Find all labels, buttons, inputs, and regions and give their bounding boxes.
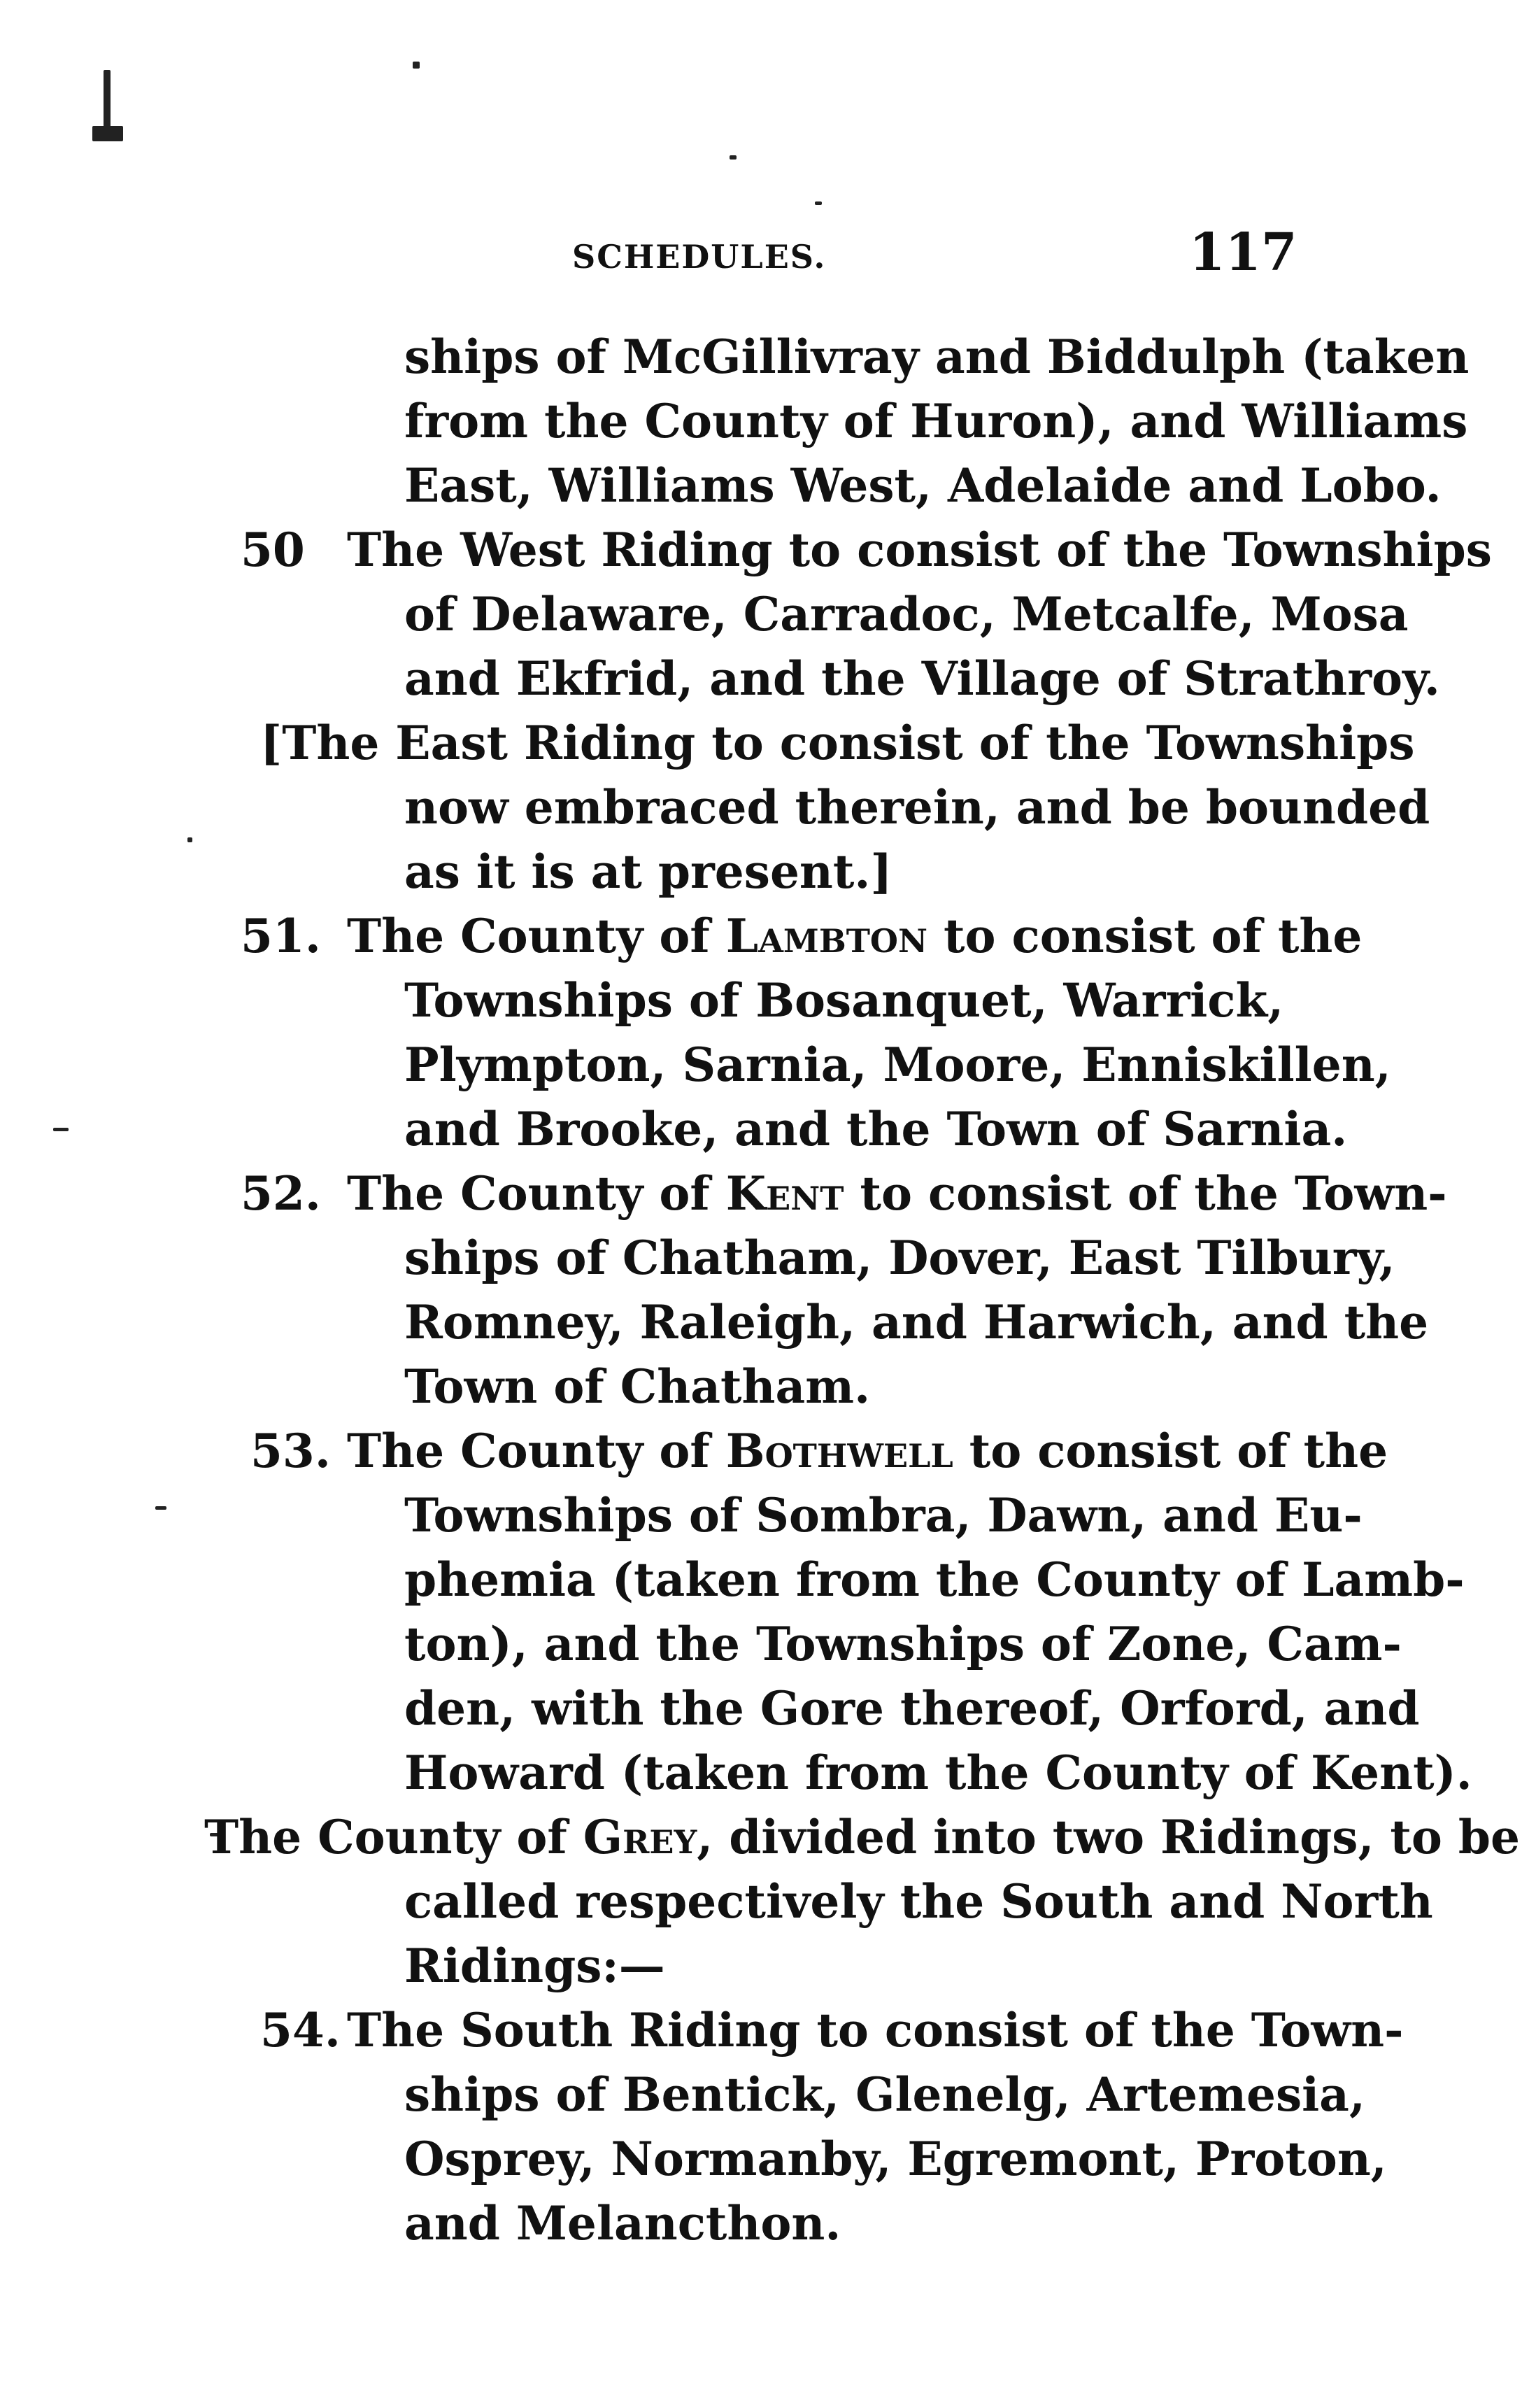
item-number: 52.: [241, 1166, 321, 1221]
text-line: [The East Riding to consist of the Townships: [260, 716, 1415, 770]
text-line: The County of Kent to consist of the Town-: [347, 1166, 1447, 1221]
item-number: 50: [241, 523, 305, 577]
running-title: SCHEDULES.: [572, 238, 827, 276]
text-line: The West Riding to consist of the Townships: [347, 523, 1492, 577]
text-line: Romney, Raleigh, and Harwich, and the: [404, 1295, 1429, 1350]
county-name: Bothwell: [725, 1424, 953, 1478]
text-line: The South Riding to consist of the Town-: [347, 2003, 1404, 2058]
text-line: ships of Bentick, Glenelg, Artemesia,: [404, 2067, 1365, 2122]
text-line: den, with the Gore thereof, Orford, and: [404, 1681, 1420, 1736]
county-name: Kent: [725, 1166, 844, 1221]
text-line: Town of Chatham.: [404, 1359, 871, 1414]
text-line: as it is at present.]: [404, 844, 892, 899]
text-line: Ridings:—: [404, 1939, 665, 1993]
text-line: East, Williams West, Adelaide and Lobo.: [404, 458, 1442, 513]
text-line: called respectively the South and North: [404, 1874, 1433, 1929]
text-line: and Melancthon.: [404, 2196, 841, 2251]
item-number: 53.: [250, 1424, 331, 1478]
item-number: 54.: [260, 2003, 341, 2058]
text-line: ships of McGillivray and Biddulph (taken: [404, 330, 1470, 384]
text-line: now embraced therein, and be bounded: [404, 780, 1430, 835]
text-line: The County of Lambton to consist of the: [347, 909, 1363, 963]
text-line: Howard (taken from the County of Kent).: [404, 1745, 1472, 1800]
text-line: ships of Chatham, Dover, East Tilbury,: [404, 1231, 1395, 1285]
text-line: Plympton, Sarnia, Moore, Enniskillen,: [404, 1037, 1391, 1092]
text-line: from the County of Huron), and Williams: [404, 394, 1468, 448]
text-line: and Brooke, and the Town of Sarnia.: [404, 1102, 1348, 1156]
page-number: 117: [1189, 222, 1297, 283]
text-line: phemia (taken from the County of Lamb-: [404, 1552, 1465, 1607]
text-line: The County of Grey, divided into two Ridings, to be: [204, 1810, 1521, 1864]
text-line: ton), and the Townships of Zone, Cam-: [404, 1617, 1402, 1671]
text-line: Townships of Bosanquet, Warrick,: [404, 973, 1284, 1028]
text-line: Townships of Sombra, Dawn, and Eu-: [404, 1488, 1363, 1543]
text-line: The County of Bothwell to consist of the: [347, 1424, 1388, 1478]
text-line: Osprey, Normanby, Egremont, Proton,: [404, 2132, 1387, 2186]
county-name: Lambton: [725, 909, 928, 963]
item-number: 51.: [241, 909, 321, 963]
text-line: of Delaware, Carradoc, Metcalfe, Mosa: [404, 587, 1409, 642]
county-name: Grey: [583, 1810, 697, 1864]
text-line: and Ekfrid, and the Village of Strathroy.: [404, 651, 1440, 706]
